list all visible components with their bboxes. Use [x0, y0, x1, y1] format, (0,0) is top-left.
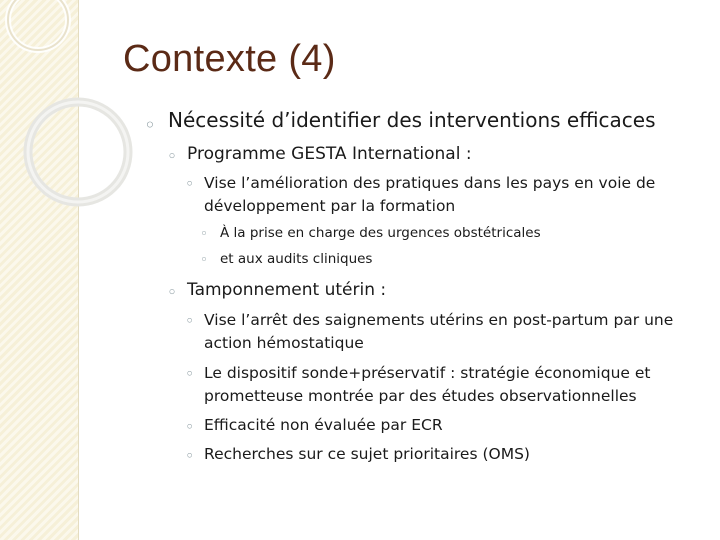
bullet-level1-necessite: Nécessité d’identifier des interventions efficaces — [168, 108, 656, 132]
bullet-level4-urgences: À la prise en charge des urgences obstétricales — [220, 225, 541, 241]
bullet-icon: ◦ — [167, 147, 178, 167]
slide-title: Contexte (4) — [123, 38, 336, 80]
bullet-level3-amelioration — [204, 172, 655, 218]
bullet-icon: ◦ — [185, 175, 195, 193]
bullet-level3-amelioration-line1: Vise l’amélioration des pratiques dans les pays en voie de — [204, 174, 656, 192]
bullet-icon: ◦ — [185, 312, 195, 330]
bullet-level3-amelioration-line2: développement par la formation — [204, 197, 456, 215]
bullet-level2-tamponnement: Tamponnement utérin : — [187, 280, 387, 300]
bullet-icon: ◦ — [185, 365, 195, 383]
bullet-icon: ◦ — [200, 226, 208, 242]
bullet-icon: ◦ — [167, 283, 178, 303]
bullet-level2-gesta: Programme GESTA International : — [187, 144, 472, 164]
bullet-level3-arret-line1: Vise l’arrêt des saignements utérins en post-partum par une — [204, 311, 674, 329]
bullet-level3-arret-saignements — [204, 309, 673, 355]
bullet-icon: ◦ — [185, 447, 195, 465]
bullet-level3-recherches: Recherches sur ce sujet prioritaires (OMS) — [204, 445, 530, 463]
bullet-icon: ◦ — [200, 252, 208, 268]
bullet-level3-efficacite: Efficacité non évaluée par ECR — [204, 416, 443, 434]
bullet-level4-audits: et aux audits cliniques — [220, 251, 373, 267]
bullet-level3-arret-line2: action hémostatique — [204, 334, 364, 352]
bullet-icon: ◦ — [185, 418, 195, 436]
decorative-circles — [0, 0, 140, 230]
bullet-level3-dispositif-line2: prometteuse montrée par des études observationnelles — [204, 387, 637, 405]
bullet-icon: ◦ — [144, 113, 156, 137]
bullet-level3-dispositif-line1: Le dispositif sonde+préservatif : stratégie économique et — [204, 364, 651, 382]
bullet-level3-dispositif — [204, 362, 650, 408]
